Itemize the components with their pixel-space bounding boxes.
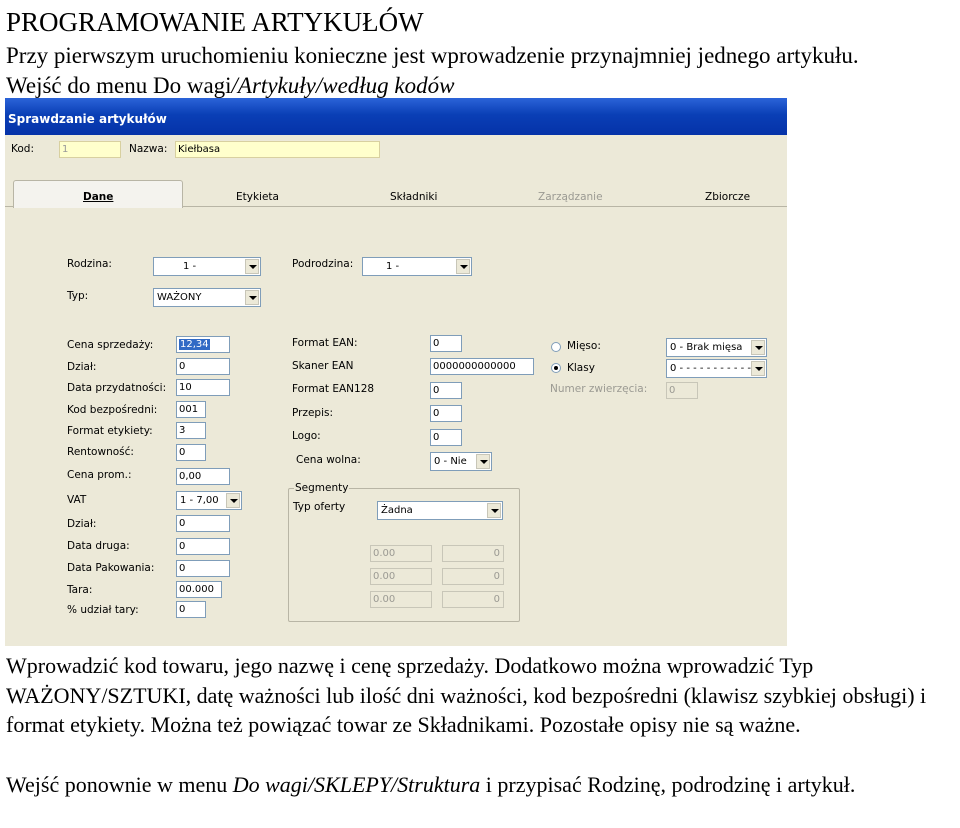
final-suffix: i przypisać Rodzinę, podrodzinę i artykuł. xyxy=(480,772,856,797)
udzial-tary-field[interactable]: 0 xyxy=(176,601,206,618)
format-ean128-field[interactable]: 0 xyxy=(430,382,462,399)
chevron-down-icon[interactable] xyxy=(487,503,501,518)
field-label: Format etykiety: xyxy=(67,425,153,437)
chevron-down-icon[interactable] xyxy=(245,259,259,274)
article-dialog xyxy=(5,98,787,646)
logo-field[interactable]: 0 xyxy=(430,429,462,446)
menu-prefix: Wejść do menu Do wagi xyxy=(6,73,232,98)
dzial2-field[interactable]: 0 xyxy=(176,515,230,532)
tab-skladniki[interactable]: Składniki xyxy=(390,191,438,203)
final-instruction xyxy=(6,770,958,799)
segment-b-field[interactable]: 0 xyxy=(442,591,504,608)
klasy-radio[interactable] xyxy=(551,363,561,373)
field-label: % udział tary: xyxy=(67,604,139,616)
typ-select[interactable] xyxy=(153,288,261,307)
description-paragraph: Wprowadzić kod towaru, jego nazwę i cenę sprzedaży. Dodatkowo można wprowadzić Typ WAŻONY/SZTUKI, datę ważności lub ilość dni ważności, kod bezpośredni (klawisz szybkiej obsługi) i format etykiety. Można też powiązać towar ze Składnikami. Pozostałe opisy nie są ważne. xyxy=(6,653,927,737)
data-druga-field[interactable]: 0 xyxy=(176,538,230,555)
chevron-down-icon[interactable] xyxy=(456,259,470,274)
chevron-down-icon[interactable] xyxy=(476,454,490,469)
klasy-select[interactable] xyxy=(666,359,767,378)
rodzina-select[interactable] xyxy=(153,257,261,276)
typ-label: Typ: xyxy=(67,290,89,302)
field-label: Rentowność: xyxy=(67,446,134,458)
dialog-title: Sprawdzanie artykułów xyxy=(8,112,167,126)
cena-wolna-value: 0 - Nie xyxy=(434,456,467,467)
podrodzina-label: Podrodzina: xyxy=(292,258,354,270)
rodzina-value: 1 - xyxy=(183,261,197,272)
field-label: Tara: xyxy=(67,584,93,596)
cena-sprzedazy-field[interactable] xyxy=(176,336,230,353)
typ-oferty-value: Żadna xyxy=(381,505,413,516)
field-label: Cena wolna: xyxy=(296,454,361,466)
field-label: Format EAN128 xyxy=(292,383,375,395)
field-label: Cena sprzedaży: xyxy=(67,339,154,351)
typ-value: WAŻONY xyxy=(157,292,202,303)
final-path: Do wagi/SKLEPY/Struktura xyxy=(232,772,481,797)
field-label: Data Pakowania: xyxy=(67,562,155,574)
field-label: Dział: xyxy=(67,518,97,530)
segment-b-field[interactable]: 0 xyxy=(442,545,504,562)
field-label: Kod bezpośredni: xyxy=(67,404,158,416)
cena-prom-field[interactable]: 0,00 xyxy=(176,468,230,485)
rentownosc-field[interactable]: 0 xyxy=(176,444,206,461)
field-label: Format EAN: xyxy=(292,337,358,349)
format-ean-field[interactable]: 0 xyxy=(430,335,462,352)
field-label: VAT xyxy=(67,494,87,506)
tab-etykieta[interactable]: Etykieta xyxy=(236,191,279,203)
tab-zarzadzanie[interactable]: Zarządzanie xyxy=(538,191,603,203)
podrodzina-value: 1 - xyxy=(386,261,400,272)
podrodzina-select[interactable] xyxy=(362,257,472,276)
kod-label: Kod: xyxy=(11,143,34,155)
field-label: Przepis: xyxy=(292,407,334,419)
field-label: Data przydatności: xyxy=(67,382,167,394)
przepis-field[interactable]: 0 xyxy=(430,405,462,422)
chevron-down-icon[interactable] xyxy=(226,493,240,508)
menu-path: /Artykuły/według kodów xyxy=(231,73,455,98)
final-prefix: Wejść ponownie w menu xyxy=(6,772,233,797)
vat-select[interactable] xyxy=(176,491,242,510)
numer-zwierzecia-label: Numer zwierzęcia: xyxy=(550,383,648,395)
typ-oferty-select[interactable] xyxy=(377,501,503,520)
tab-zbiorcze[interactable]: Zbiorcze xyxy=(705,191,751,203)
chevron-down-icon[interactable] xyxy=(245,290,259,305)
data-przydatnosci-field[interactable]: 10 xyxy=(176,379,230,396)
field-label: Cena prom.: xyxy=(67,469,132,481)
dzial-field[interactable]: 0 xyxy=(176,358,230,375)
tara-field[interactable]: 00.000 xyxy=(176,581,222,598)
dialog-titlebar xyxy=(5,98,787,135)
mieso-value: 0 - Brak mięsa xyxy=(670,342,743,353)
chevron-down-icon[interactable] xyxy=(751,340,765,355)
chevron-down-icon[interactable] xyxy=(751,361,765,376)
cena-wolna-select[interactable] xyxy=(430,452,492,471)
segmenty-label: Segmenty xyxy=(295,482,349,494)
field-label: Skaner EAN xyxy=(292,360,354,372)
kod-field[interactable]: 1 xyxy=(59,141,121,158)
field-label: Dział: xyxy=(67,361,97,373)
klasy-label: Klasy xyxy=(567,362,595,374)
numer-zwierzecia-field[interactable]: 0 xyxy=(666,382,698,399)
field-label: Data druga: xyxy=(67,540,130,552)
rodzina-label: Rodzina: xyxy=(67,258,112,270)
segment-a-field[interactable]: 0.00 xyxy=(370,591,432,608)
field-label: Logo: xyxy=(292,430,321,442)
data-pakowania-field[interactable]: 0 xyxy=(176,560,230,577)
nazwa-label: Nazwa: xyxy=(129,143,168,155)
skaner-ean-field[interactable]: 0000000000000 xyxy=(430,358,534,375)
mieso-radio[interactable] xyxy=(551,342,561,352)
klasy-value: 0 - - - - - - - - - - - xyxy=(670,363,752,374)
intro-text: Przy pierwszym uruchomieniu konieczne jest wprowadzenie przynajmniej jednego artykułu. xyxy=(6,43,859,68)
tab-dane[interactable]: Dane xyxy=(83,191,114,203)
kod-bezposredni-field[interactable]: 001 xyxy=(176,401,206,418)
page-heading: PROGRAMOWANIE ARTYKUŁÓW xyxy=(6,7,424,37)
mieso-label: Mięso: xyxy=(567,340,601,352)
segment-a-field[interactable]: 0.00 xyxy=(370,545,432,562)
nazwa-field[interactable]: Kiełbasa xyxy=(175,141,380,158)
cena-value: 12,34 xyxy=(180,339,209,350)
vat-value: 1 - 7,00 xyxy=(180,495,219,506)
mieso-select[interactable] xyxy=(666,338,767,357)
format-etykiety-field[interactable]: 3 xyxy=(176,422,206,439)
menu-instruction xyxy=(6,72,454,100)
segment-a-field[interactable]: 0.00 xyxy=(370,568,432,585)
segment-b-field[interactable]: 0 xyxy=(442,568,504,585)
typ-oferty-label: Typ oferty xyxy=(293,501,346,513)
